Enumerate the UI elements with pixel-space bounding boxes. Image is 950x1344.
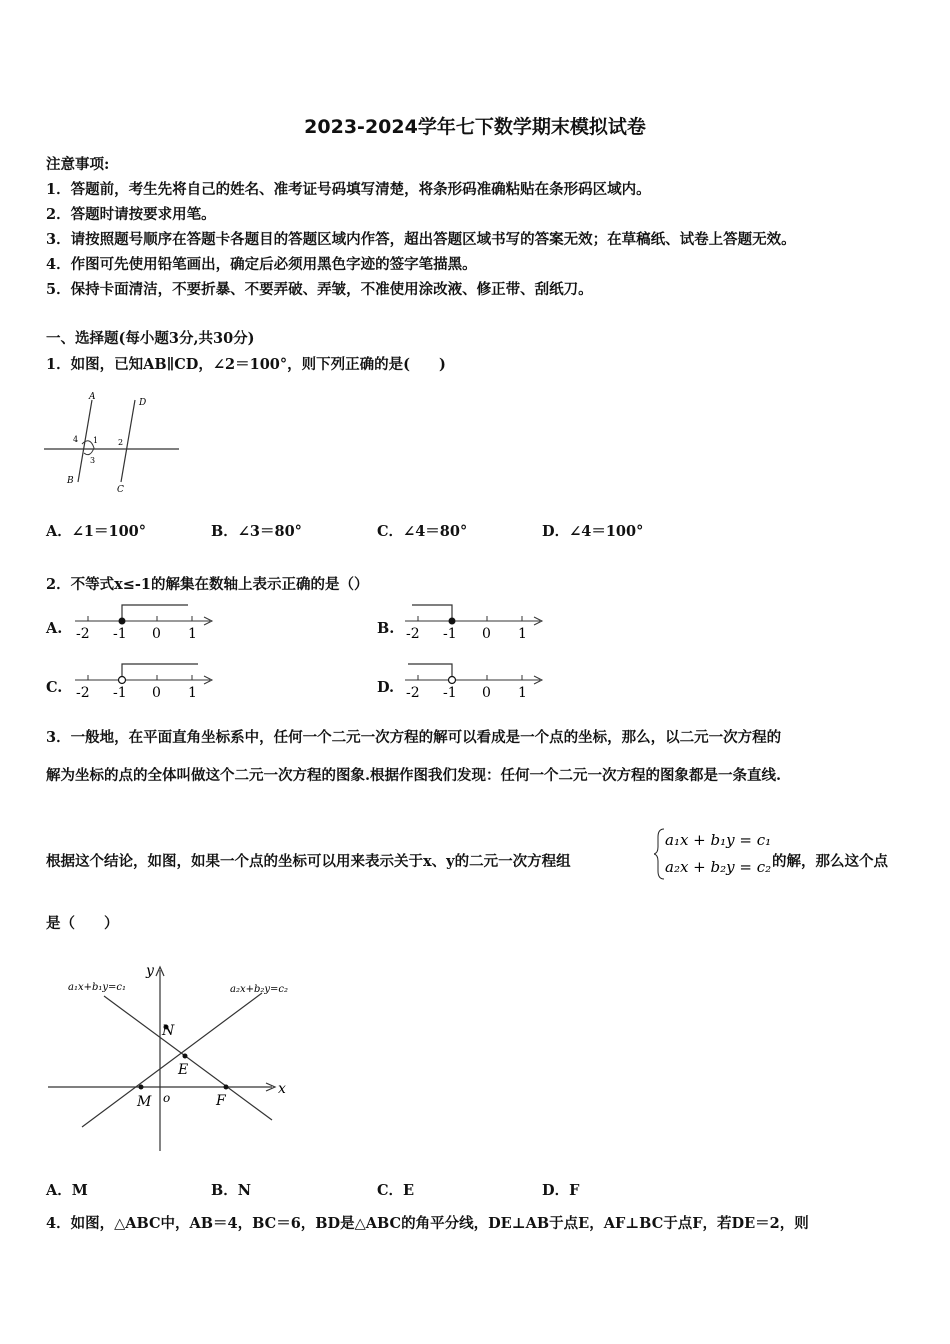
label-c: C [117, 485, 124, 495]
q2-option-d[interactable]: D. [377, 679, 395, 696]
q3-option-b[interactable]: B．N [211, 1182, 252, 1199]
origin-label: o [163, 1091, 171, 1105]
label-3: 3 [90, 456, 96, 465]
q3-option-a[interactable]: A．M [46, 1182, 88, 1199]
q3-graph [44, 958, 294, 1158]
label-2: 2 [118, 438, 124, 447]
svg-text:1: 1 [518, 685, 527, 701]
svg-text:0: 0 [152, 626, 161, 642]
point-n: N [162, 1023, 175, 1039]
svg-text:0: 0 [482, 626, 491, 642]
q1-stem: 1．如图，已知AB∥CD，∠2＝100°，则下列正确的是( ) [46, 356, 446, 373]
notice-item: 5．保持卡面清洁，不要折暴、不要弄破、弄皱，不准使用涂改液、修正带、刮纸刀。 [46, 281, 593, 298]
q3-line3-after: 的解，那么这个点 [772, 853, 888, 870]
page-title: 2023-2024学年七下数学期末模拟试卷 [304, 116, 646, 138]
q2-option-c[interactable]: C. [46, 679, 63, 696]
q3-option-d[interactable]: D．F [542, 1182, 580, 1199]
q2-numberline-a [70, 600, 220, 645]
q3-equation-system [654, 823, 772, 885]
q1-option-c[interactable]: C．∠4＝80° [377, 523, 468, 540]
label-d: D [139, 398, 147, 408]
svg-text:1: 1 [188, 626, 197, 642]
svg-text:0: 0 [482, 685, 491, 701]
q2-stem: 2．不等式x≤-1的解集在数轴上表示正确的是（） [46, 576, 369, 593]
q1-option-a[interactable]: A．∠1＝100° [46, 523, 147, 540]
q4-stem: 4．如图，△ABC中，AB＝4，BC＝6，BD是△ABC的角平分线，DE⊥AB于点E，AF⊥BC于点F，若DE＝2，则 [46, 1215, 809, 1232]
q1-figure [44, 390, 186, 500]
svg-text:-1: -1 [113, 685, 127, 701]
svg-text:-1: -1 [443, 685, 457, 701]
q2-numberline-d [400, 659, 550, 704]
section-heading: 一、选择题(每小题3分,共30分) [46, 330, 255, 347]
svg-text:1: 1 [188, 685, 197, 701]
graph-line1-label: a₁x+b₁y=c₁ [68, 982, 127, 993]
notice-item: 3．请按照题号顺序在答题卡各题目的答题区域内作答，超出答题区域书写的答案无效；在草稿纸、试卷上答题无效。 [46, 231, 796, 248]
notice-heading: 注意事项: [46, 156, 110, 173]
svg-text:0: 0 [152, 685, 161, 701]
q1-option-d[interactable]: D．∠4＝100° [542, 523, 644, 540]
graph-line2-label: a₂x+b₂y=c₂ [230, 984, 289, 995]
notice-item: 4．作图可先使用铅笔画出，确定后必须用黑色字迹的签字笔描黑。 [46, 256, 477, 273]
svg-text:-1: -1 [443, 626, 457, 642]
point-m: M [137, 1094, 152, 1110]
notice-item: 2．答题时请按要求用笔。 [46, 206, 216, 223]
notice-item: 1．答题前，考生先将自己的姓名、准考证号码填写清楚，将条形码准确粘贴在条形码区域内。 [46, 181, 651, 198]
label-a: A [89, 392, 96, 402]
point-f: F [216, 1093, 226, 1109]
q3-line4: 是（ ） [46, 915, 119, 932]
svg-text:-1: -1 [113, 626, 127, 642]
svg-text:-2: -2 [406, 685, 420, 701]
q2-numberline-c [70, 659, 220, 704]
system-eq1: a₁x + b₁y = c₁ [665, 831, 772, 849]
y-axis-label: y [146, 963, 154, 979]
label-b: B [67, 476, 74, 486]
x-axis-label: x [278, 1081, 286, 1097]
system-eq2: a₂x + b₂y = c₂ [665, 858, 772, 876]
svg-text:-2: -2 [76, 685, 90, 701]
point-e: E [178, 1062, 189, 1078]
q3-option-c[interactable]: C．E [377, 1182, 415, 1199]
svg-text:-2: -2 [406, 626, 420, 642]
q2-option-a[interactable]: A. [46, 620, 63, 637]
svg-text:1: 1 [518, 626, 527, 642]
q2-option-b[interactable]: B. [377, 620, 395, 637]
q3-line2: 解为坐标的点的全体叫做这个二元一次方程的图象.根据作图我们发现：任何一个二元一次方程的图象都是一条直线. [46, 767, 782, 784]
q1-option-b[interactable]: B．∠3＝80° [211, 523, 302, 540]
q2-numberline-b [400, 600, 550, 645]
label-1: 1 [93, 436, 99, 445]
q3-line1: 3．一般地，在平面直角坐标系中，任何一个二元一次方程的解可以看成是一个点的坐标，那么，以二元一次方程的 [46, 729, 782, 746]
label-4: 4 [73, 435, 79, 444]
svg-text:-2: -2 [76, 626, 90, 642]
q3-line3-before: 根据这个结论，如图，如果一个点的坐标可以用来表示关于x、y的二元一次方程组 [46, 853, 571, 870]
